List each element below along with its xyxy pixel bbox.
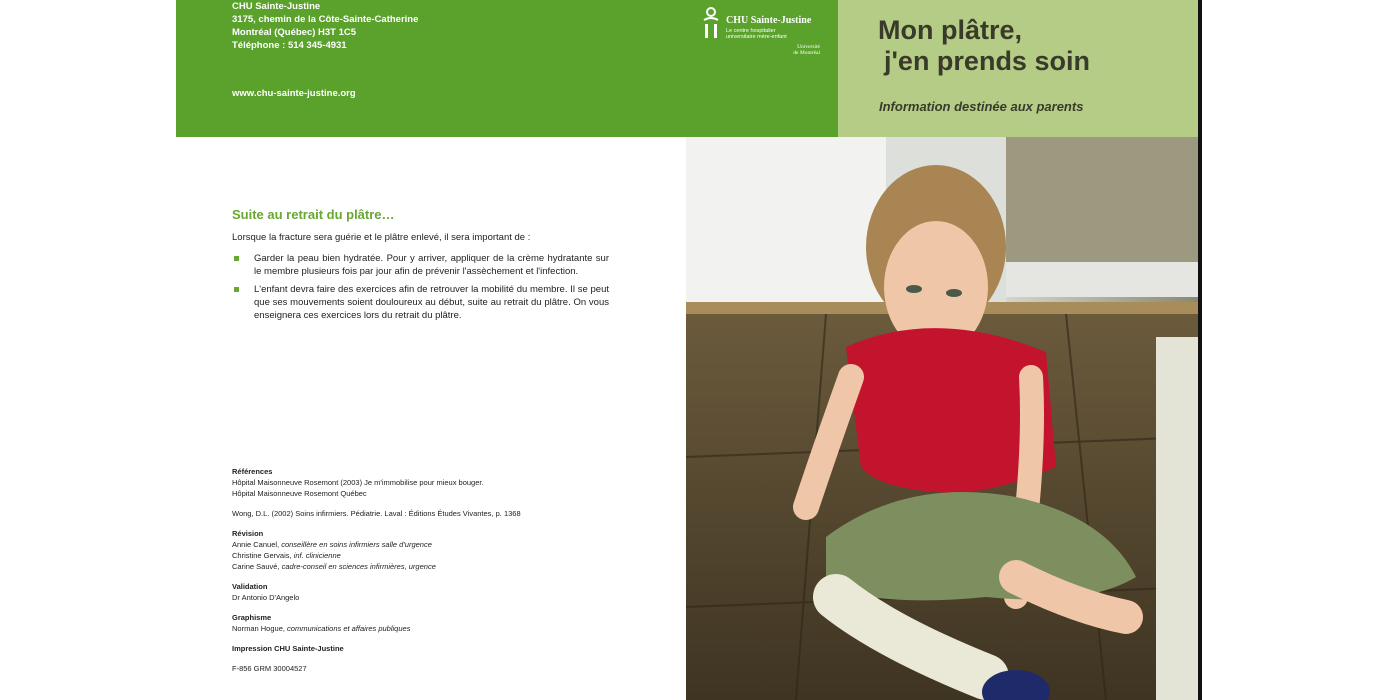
chu-logo-icon [700, 6, 722, 40]
title-band [838, 0, 1198, 137]
document-code-group [232, 663, 521, 674]
credits-heading: Validation [232, 582, 268, 591]
title-line: Mon plâtre, [878, 15, 1023, 45]
reviewer-role: inf. clinicienne [293, 551, 341, 560]
address-line: Montréal (Québec) H3T 1C5 [232, 27, 357, 38]
revision [232, 528, 521, 572]
credits-heading: Références [232, 467, 273, 476]
designer-role: communications et affaires publiques [287, 624, 411, 633]
logo-tagline [726, 28, 787, 40]
brochure-page [176, 0, 1198, 700]
list-item-text: Garder la peau bien hydratée. Pour y arriver, appliquer de la crème hydratante sur le membre plusieurs fois par jour afin de prévenir l'assèchement et l'infection. [254, 253, 609, 277]
address-block [232, 0, 418, 52]
impression [232, 643, 521, 654]
document-code: F-856 GRM 30004527 [232, 664, 307, 673]
reviewer [232, 539, 521, 550]
website-link[interactable]: www.chu-sainte-justine.org [232, 88, 356, 99]
university-line: de Montréal [793, 50, 820, 56]
graphisme [232, 612, 521, 634]
reviewer-name: Christine Gervais, [232, 551, 292, 560]
references [232, 466, 521, 499]
header-band [176, 0, 838, 137]
document-subtitle: Information destinée aux parents [879, 99, 1084, 114]
title-line: j'en prends soin [884, 46, 1090, 76]
university-line: Université [797, 44, 820, 50]
list-item [232, 252, 609, 278]
logo-tagline-line: universitaire mère-enfant [726, 34, 787, 40]
reviewer-name: Carine Sauvé, [232, 562, 280, 571]
credits-heading: Graphisme [232, 613, 272, 622]
list-item-text: L'enfant devra faire des exercices afin de retrouver la mobilité du membre. Il se peut que ses mouvements soient douloureux au début, suite au retrait du plâtre. On vous enseignera ces exercices lors du retrait du plâtre. [254, 284, 609, 321]
advice-list [232, 252, 612, 322]
reviewer [232, 561, 521, 572]
org-name: CHU Sainte-Justine [232, 1, 321, 12]
page-edge [1198, 0, 1202, 700]
phone: Téléphone : 514 345-4931 [232, 40, 347, 51]
university-logo [770, 44, 820, 56]
reviewer [232, 550, 521, 561]
photo-illustration [686, 137, 1198, 700]
validation [232, 581, 521, 603]
after-cast-removal-section [232, 207, 612, 327]
address-line: 3175, chemin de la Côte-Sainte-Catherine [232, 14, 419, 25]
validator: Dr Antonio D'Angelo [232, 593, 300, 602]
designer-name: Norman Hogue, [232, 624, 285, 633]
designer [232, 623, 521, 634]
reviewer-role: conseillère en soins infirmiers salle d'urgence [281, 540, 432, 549]
section-heading: Suite au retrait du plâtre… [232, 207, 395, 222]
reference: Wong, D.L. (2002) Soins infirmiers. Pédiatrie. Laval : Éditions Études Vivantes, p. 1368 [232, 509, 521, 518]
credits-heading: Révision [232, 529, 264, 538]
reference: Hôpital Maisonneuve Rosemont Québec [232, 489, 367, 498]
credits-block [232, 466, 521, 683]
child-with-cast-photo [686, 137, 1198, 700]
references [232, 508, 521, 519]
document-title [878, 15, 1090, 77]
logo-name: CHU Sainte-Justine [726, 15, 812, 26]
chu-logo [700, 6, 820, 66]
bullet-icon [234, 287, 239, 292]
reference: Hôpital Maisonneuve Rosemont (2003) Je m'immobilise pour mieux bouger. [232, 478, 484, 487]
bullet-icon [234, 256, 239, 261]
section-intro: Lorsque la fracture sera guérie et le plâtre enlevé, il sera important de : [232, 232, 531, 243]
logo-tagline-line: Le centre hospitalier [726, 28, 776, 34]
reviewer-role: cadre-conseil en sciences infirmières, urgence [281, 562, 436, 571]
reviewer-name: Annie Canuel, [232, 540, 280, 549]
list-item [232, 283, 609, 322]
printer: Impression CHU Sainte-Justine [232, 644, 344, 653]
